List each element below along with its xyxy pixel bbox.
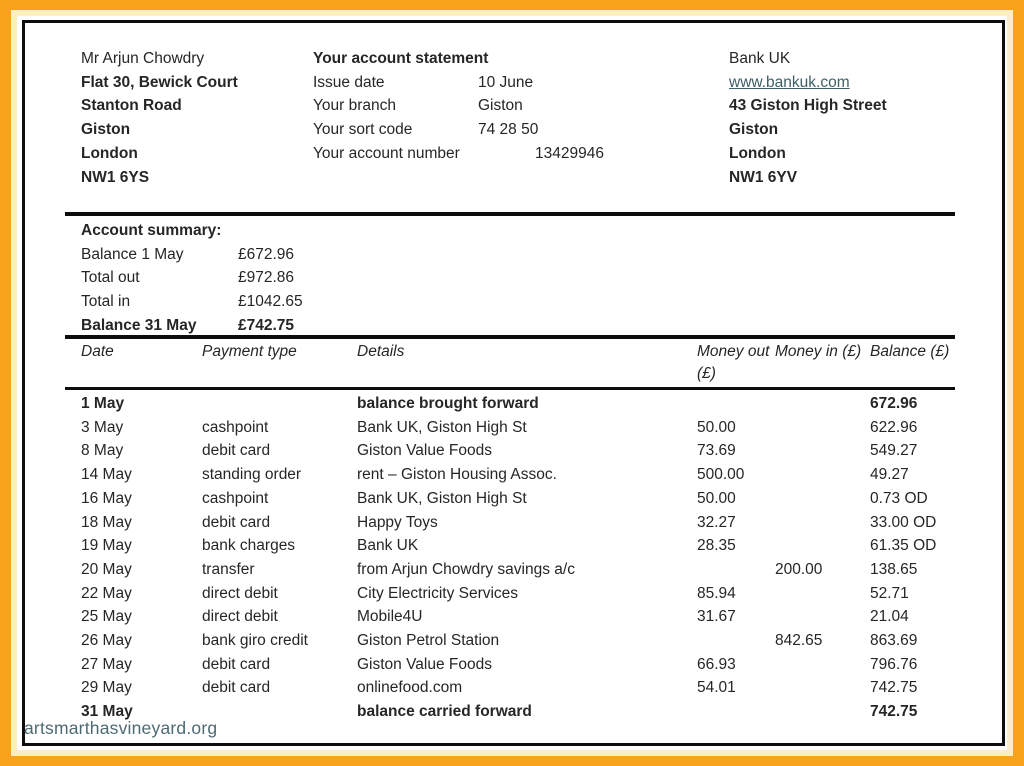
transaction-money-in xyxy=(775,605,870,629)
account-summary-row xyxy=(81,290,303,314)
transaction-date: 25 May xyxy=(81,608,132,626)
transaction-money-in: 200.00 xyxy=(775,560,823,578)
bank-address-line: London xyxy=(729,144,786,162)
transaction-money-in xyxy=(775,511,870,535)
transaction-money-out xyxy=(697,629,775,653)
transaction-money-out: 73.69 xyxy=(697,442,736,460)
bank-statement-document xyxy=(22,20,1005,746)
transaction-date: 27 May xyxy=(81,655,132,673)
transaction-money-in xyxy=(775,700,870,724)
statement-detail-value: 13429946 xyxy=(535,144,604,162)
transaction-date: 3 May xyxy=(81,418,124,436)
transaction-row xyxy=(81,605,972,629)
column-header-money-in: Money in (£) xyxy=(775,343,862,360)
transaction-details: onlinefood.com xyxy=(357,679,463,697)
transaction-payment-type: cashpoint xyxy=(202,489,269,507)
transactions-header-row xyxy=(81,341,972,385)
transaction-payment-type xyxy=(202,700,357,724)
transaction-money-in xyxy=(775,487,870,511)
account-summary-label: Balance 31 May xyxy=(81,316,197,334)
transaction-money-out: 85.94 xyxy=(697,584,736,602)
statement-detail-row xyxy=(313,94,643,118)
transaction-balance: 796.76 xyxy=(870,655,918,673)
transaction-payment-type: standing order xyxy=(202,466,302,484)
bank-name: Bank UK xyxy=(729,50,791,67)
transaction-date: 1 May xyxy=(81,395,125,412)
transaction-balance: 21.04 xyxy=(870,608,909,626)
account-summary-row xyxy=(81,314,303,338)
transaction-details: City Electricity Services xyxy=(357,584,519,602)
transaction-date: 31 May xyxy=(81,703,133,721)
transaction-balance: 138.65 xyxy=(870,560,918,578)
statement-detail-label: Your sort code xyxy=(313,121,413,139)
customer-address-block xyxy=(81,47,238,189)
account-summary-title: Account summary: xyxy=(81,222,222,239)
transaction-details: balance brought forward xyxy=(357,395,539,412)
transaction-money-in xyxy=(775,582,870,606)
account-summary-value: £1042.65 xyxy=(238,293,303,311)
transaction-payment-type: cashpoint xyxy=(202,418,269,436)
transaction-money-in xyxy=(775,416,870,440)
transaction-payment-type: debit card xyxy=(202,513,271,531)
account-summary-block xyxy=(81,219,303,338)
transaction-row xyxy=(81,463,972,487)
transaction-money-out: 31.67 xyxy=(697,608,736,626)
column-header-payment-type: Payment type xyxy=(202,343,297,360)
transaction-balance: 0.73 OD xyxy=(870,489,928,507)
account-summary-label: Total out xyxy=(81,269,140,287)
statement-detail-value: 10 June xyxy=(478,73,534,91)
transaction-payment-type: debit card xyxy=(202,679,271,697)
statement-detail-label: Your account number xyxy=(313,144,460,162)
account-summary-label: Total in xyxy=(81,293,131,311)
transaction-row xyxy=(81,558,972,582)
transaction-balance: 742.75 xyxy=(870,679,918,697)
transaction-row xyxy=(81,511,972,535)
transaction-date: 22 May xyxy=(81,584,132,602)
transaction-date: 14 May xyxy=(81,466,132,484)
transaction-balance: 52.71 xyxy=(870,584,909,602)
transaction-money-in xyxy=(775,676,870,700)
transaction-money-in xyxy=(775,463,870,487)
transaction-details: Giston Value Foods xyxy=(357,655,492,673)
statement-details-block xyxy=(313,47,643,166)
watermark-text: artsmarthasvineyard.org xyxy=(24,718,218,738)
transaction-balance: 622.96 xyxy=(870,418,918,436)
statement-detail-label: Issue date xyxy=(313,73,385,91)
transaction-balance: 863.69 xyxy=(870,632,918,650)
transaction-money-out: 50.00 xyxy=(697,418,736,436)
customer-address-line: NW1 6YS xyxy=(81,168,150,186)
transaction-date: 29 May xyxy=(81,679,132,697)
transaction-money-in xyxy=(775,392,870,416)
statement-detail-row xyxy=(313,142,643,166)
transaction-row xyxy=(81,676,972,700)
account-summary-row xyxy=(81,266,303,290)
account-summary-label: Balance 1 May xyxy=(81,245,184,263)
transaction-row xyxy=(81,653,972,677)
transaction-payment-type: debit card xyxy=(202,655,271,673)
transaction-details: Giston Petrol Station xyxy=(357,632,500,650)
account-summary-value: £742.75 xyxy=(238,316,295,334)
transaction-money-out: 32.27 xyxy=(697,513,736,531)
transaction-details: Mobile4U xyxy=(357,608,423,626)
statement-detail-value: Giston xyxy=(478,97,523,115)
transaction-money-in: 842.65 xyxy=(775,632,823,650)
transaction-money-out: 50.00 xyxy=(697,489,736,507)
transaction-payment-type: debit card xyxy=(202,442,271,460)
column-header-money-out: Money out (£) xyxy=(697,343,770,382)
transaction-payment-type: transfer xyxy=(202,560,255,578)
transaction-date: 26 May xyxy=(81,632,132,650)
transaction-money-out xyxy=(697,392,775,416)
transaction-date: 20 May xyxy=(81,560,132,578)
transaction-balance: 61.35 OD xyxy=(870,537,937,555)
transaction-payment-type: direct debit xyxy=(202,584,278,602)
transaction-row xyxy=(81,439,972,463)
transaction-date: 8 May xyxy=(81,442,124,460)
transaction-details: rent – Giston Housing Assoc. xyxy=(357,466,557,484)
customer-address-line: Stanton Road xyxy=(81,97,182,115)
transaction-balance: 49.27 xyxy=(870,466,909,484)
transaction-row xyxy=(81,629,972,653)
column-header-details: Details xyxy=(357,343,405,360)
statement-detail-value: 74 28 50 xyxy=(478,121,539,139)
bank-address-line: NW1 6YV xyxy=(729,168,798,186)
transaction-details: Bank UK, Giston High St xyxy=(357,489,527,507)
transaction-details: Giston Value Foods xyxy=(357,442,492,460)
transaction-row xyxy=(81,392,972,416)
transaction-money-out xyxy=(697,700,775,724)
transaction-row xyxy=(81,582,972,606)
transaction-money-out: 28.35 xyxy=(697,537,736,555)
divider-above-summary xyxy=(65,212,955,216)
transaction-money-out: 66.93 xyxy=(697,655,736,673)
customer-name: Mr Arjun Chowdry xyxy=(81,50,205,67)
transaction-money-in xyxy=(775,534,870,558)
column-header-balance: Balance (£) xyxy=(870,343,950,360)
transaction-row xyxy=(81,416,972,440)
transaction-money-out xyxy=(697,558,775,582)
statement-detail-label: Your branch xyxy=(313,97,397,115)
transaction-date: 19 May xyxy=(81,537,132,555)
transaction-details: Happy Toys xyxy=(357,513,438,531)
transaction-money-in xyxy=(775,439,870,463)
divider-below-table-header xyxy=(65,387,955,390)
transaction-balance: 549.27 xyxy=(870,442,918,460)
account-summary-row xyxy=(81,243,303,267)
transactions-table xyxy=(81,392,972,724)
transaction-details: from Arjun Chowdry savings a/c xyxy=(357,560,575,578)
bank-address-line: 43 Giston High Street xyxy=(729,97,887,115)
transaction-date: 18 May xyxy=(81,513,132,531)
statement-title: Your account statement xyxy=(313,50,489,67)
transaction-details: Bank UK, Giston High St xyxy=(357,418,527,436)
transaction-row xyxy=(81,487,972,511)
transaction-money-out: 54.01 xyxy=(697,679,736,697)
transaction-date: 16 May xyxy=(81,489,132,507)
transaction-payment-type: bank charges xyxy=(202,537,296,555)
customer-address-line: Giston xyxy=(81,121,131,139)
bank-address-block xyxy=(729,47,887,189)
transaction-balance: 742.75 xyxy=(870,703,918,721)
account-summary-value: £672.96 xyxy=(238,245,295,263)
statement-detail-row xyxy=(313,71,643,95)
transaction-balance: 672.96 xyxy=(870,395,918,412)
transaction-details: balance carried forward xyxy=(357,703,532,721)
transaction-money-out: 500.00 xyxy=(697,466,745,484)
transaction-balance: 33.00 OD xyxy=(870,513,937,531)
column-header-date: Date xyxy=(81,343,114,360)
customer-address-line: Flat 30, Bewick Court xyxy=(81,73,238,91)
customer-address-line: London xyxy=(81,144,138,162)
account-summary-value: £972.86 xyxy=(238,269,295,287)
transaction-money-in xyxy=(775,653,870,677)
statement-detail-row xyxy=(313,118,643,142)
transaction-payment-type: direct debit xyxy=(202,608,278,626)
transaction-details: Bank UK xyxy=(357,537,419,555)
bank-address-line: Giston xyxy=(729,121,779,139)
transaction-payment-type xyxy=(202,392,357,416)
transaction-payment-type: bank giro credit xyxy=(202,632,308,650)
transaction-row xyxy=(81,534,972,558)
bank-website-link[interactable]: www.bankuk.com xyxy=(729,73,850,91)
